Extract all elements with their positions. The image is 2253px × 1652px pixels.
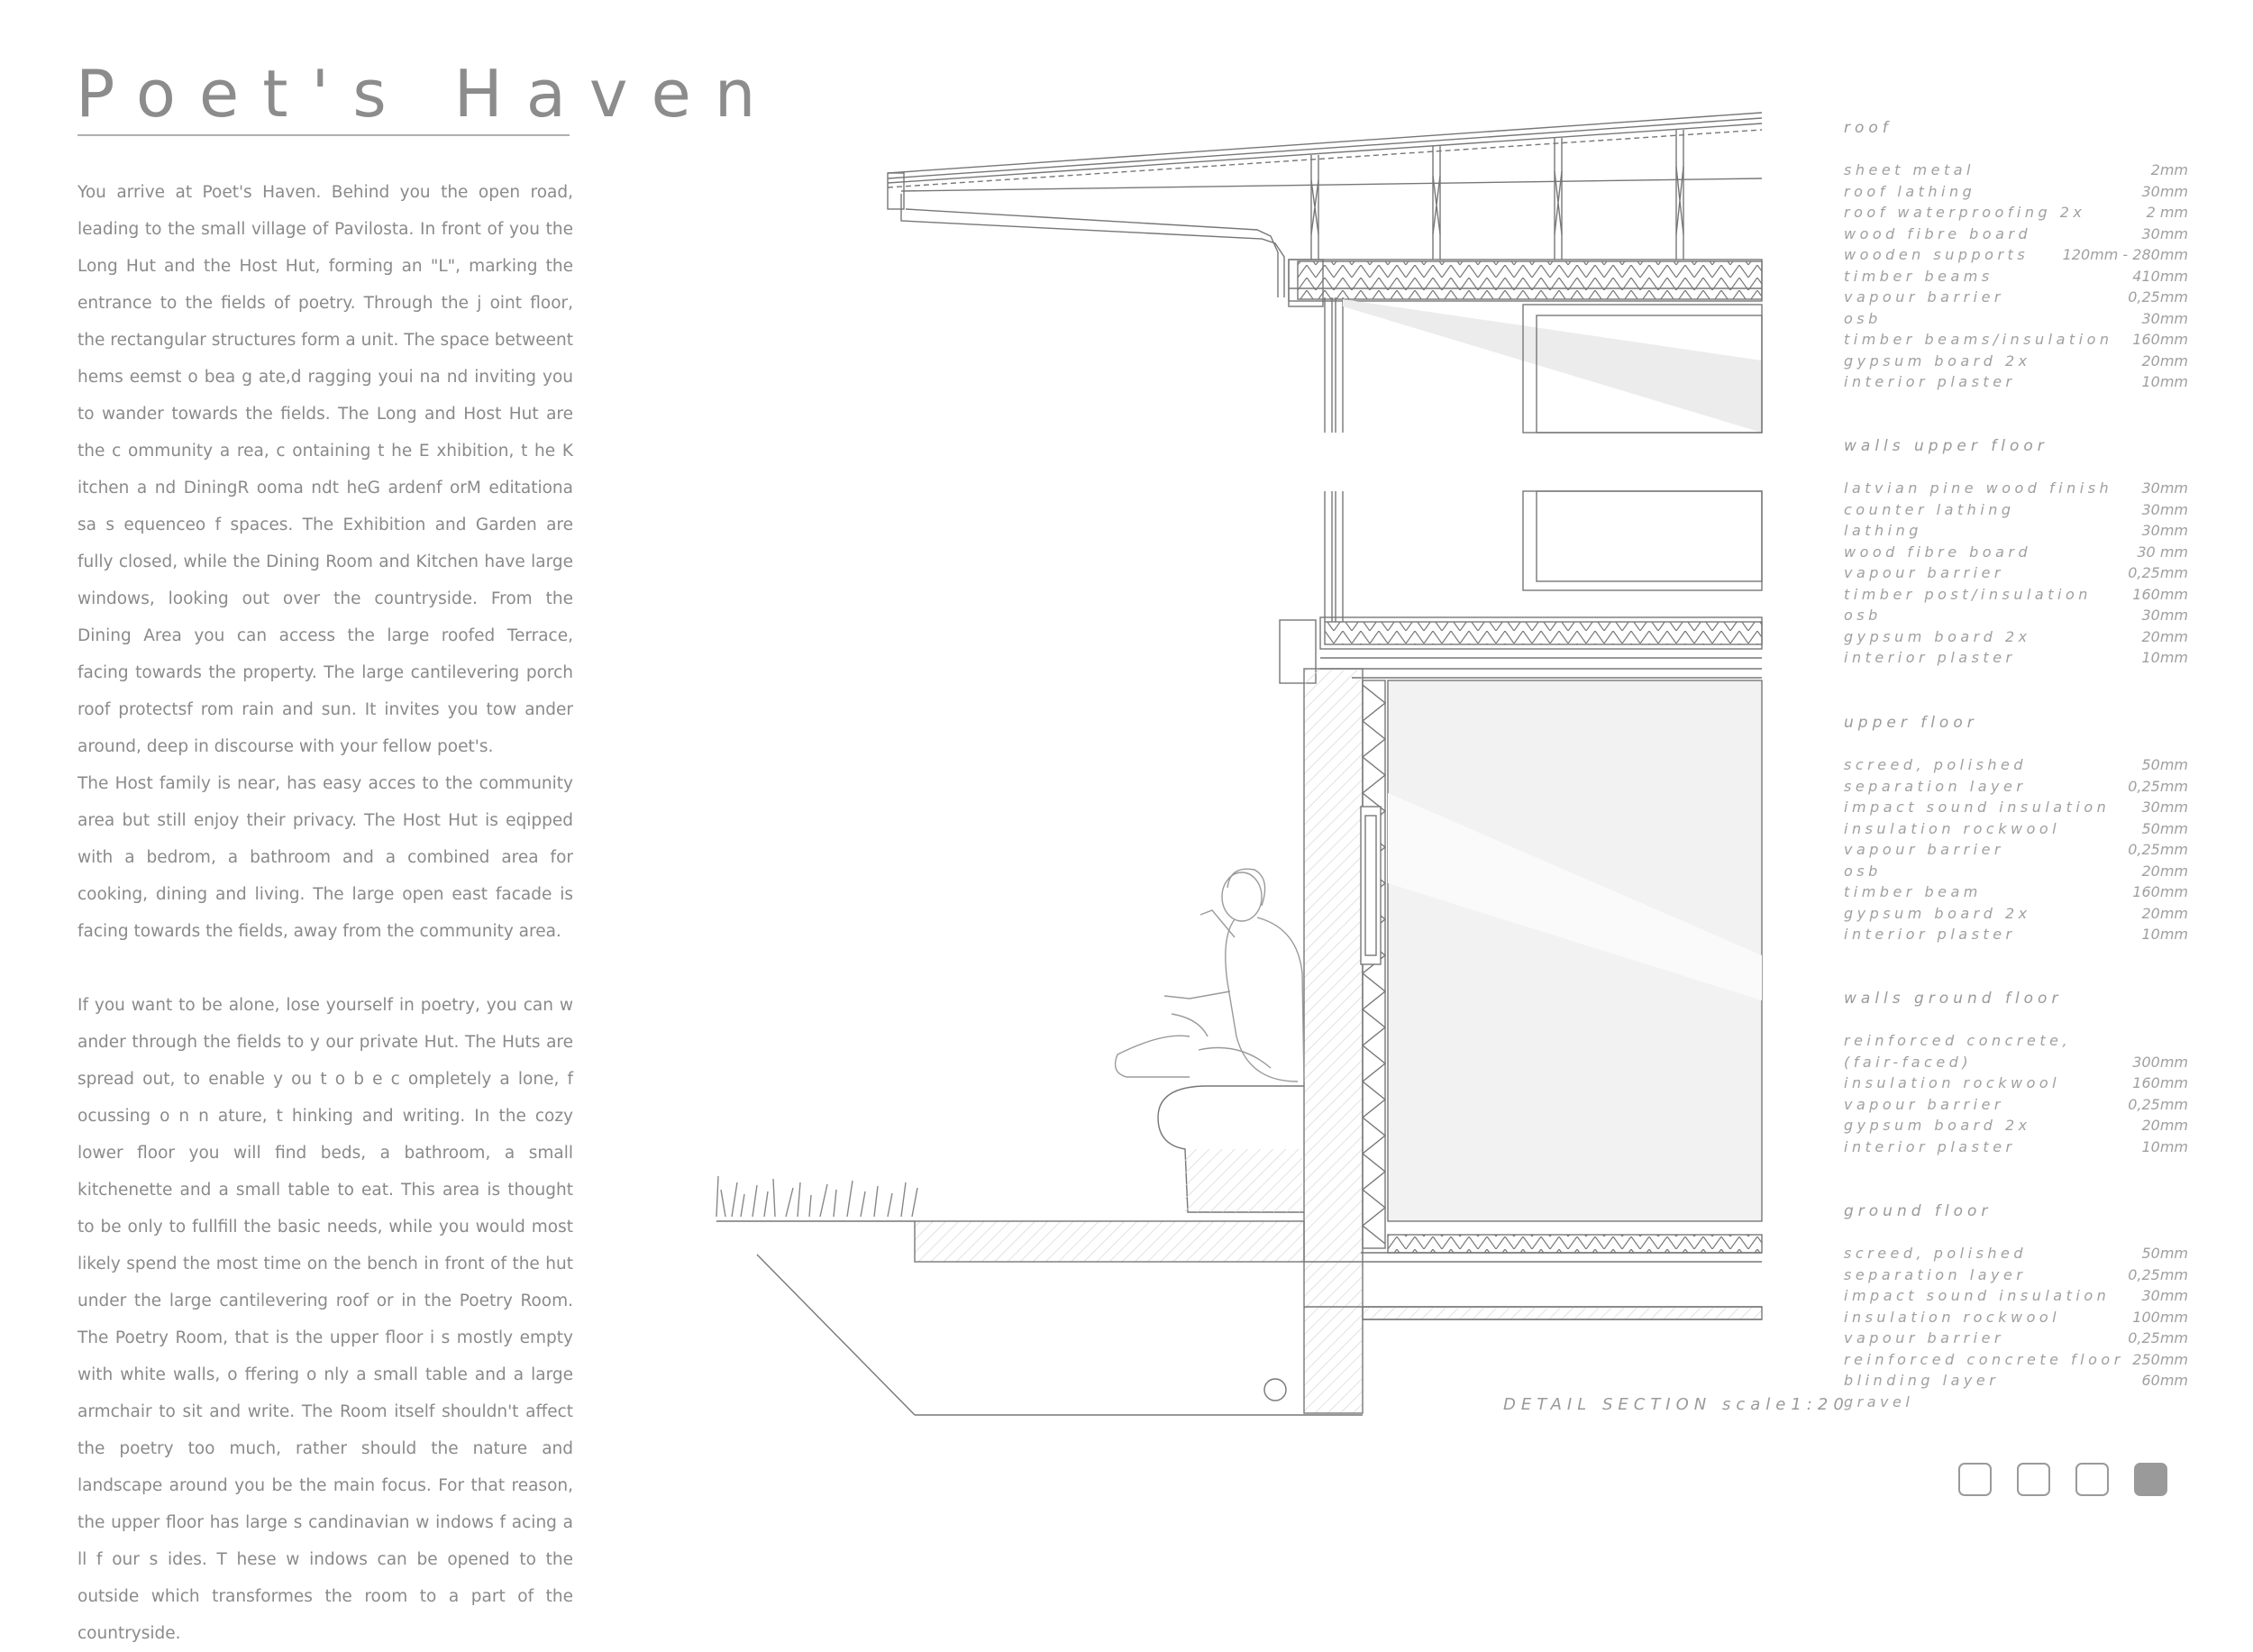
paragraph-private-hut: If you want to be alone, lose yourself in poetry, you can w ander through the fields to y our private Hut. The Huts are spread out, to enable y ou t o b e c ompletely a lone, f ocussing o n n ature, t hinking and writing. In the cozy lower floor you will find beds, a bathroom, a small kitchenette and a small table to eat. This area is thought to be only to fullfill the basic needs, while you would most likely spend the most time on the bench in front of the hut under the large cantilevering roof or in the Poetry Room. The Poetry Room, that is the upper floor i s mostly empty with white walls, o ffering o nly a small table and a large armchair to sit and write. The Room itself shouldn't affect the poetry too much, rather should the nature and landscape around you be the main focus. For that reason, the upper floor has large s candinavian w indows f acing a ll f our s ides. T hese w indows can be opened to the outside which transformes the room to a part of the countryside. (78, 996, 573, 1643)
spec-row (1844, 564, 2188, 586)
spec-name: gypsum board 2x (1844, 1117, 2031, 1134)
spec-name: gypsum board 2x (1844, 627, 2031, 645)
spec-name: impact sound insulation (1844, 799, 2111, 816)
drawing-caption: DETAIL SECTION scale1:20 (1503, 1395, 1849, 1414)
spec-group-title: walls ground floor (1844, 990, 2063, 1008)
spec-name: timber post/insulation (1844, 585, 2092, 603)
page-title: Poet's Haven (76, 56, 780, 132)
spec-row (1844, 883, 2188, 905)
spec-value: 60mm (2141, 1372, 2188, 1389)
spec-row (1844, 586, 2188, 607)
spec-name: latvian pine wood finish (1844, 479, 2113, 497)
upper-wall-lower (1280, 491, 1762, 683)
spec-value: 30mm (2141, 799, 2188, 816)
spec-value: 160mm (2132, 331, 2188, 348)
page-navigation (1958, 1463, 2167, 1496)
spec-row (1844, 373, 2188, 395)
spec-row (1844, 1096, 2188, 1118)
spec-row (1844, 1138, 2188, 1160)
spec-name: sheet metal (1844, 161, 1975, 178)
spec-row (1844, 799, 2188, 820)
description-text (78, 174, 573, 1652)
spec-name: gypsum board 2x (1844, 351, 2031, 370)
spec-name: screed, polished (1844, 1245, 2028, 1262)
page-3-button[interactable] (2075, 1463, 2109, 1496)
spec-value: 0,25mm (2128, 841, 2188, 858)
spec-value: 20mm (2141, 904, 2188, 922)
spec-name: (fair-faced) (1844, 1053, 1973, 1071)
spec-value: 50mm (2141, 819, 2188, 837)
spec-row (1844, 1287, 2188, 1309)
spec-name: interior plaster (1844, 649, 2016, 666)
spec-value: 20mm (2141, 862, 2188, 880)
spec-value: 2 mm (2146, 204, 2188, 221)
spec-name: separation layer (1844, 1265, 2027, 1283)
spec-value: 410mm (2132, 267, 2188, 285)
spec-value: 10mm (2141, 1137, 2188, 1155)
spec-value: 30mm (2141, 224, 2188, 242)
spec-name: separation layer (1844, 777, 2027, 795)
spec-value: 100mm (2132, 1308, 2188, 1326)
spec-row (1844, 204, 2188, 225)
spec-row (1844, 649, 2188, 671)
title-underline (78, 134, 570, 136)
spec-row (1844, 1032, 2188, 1054)
spec-name: interior plaster (1844, 1137, 2016, 1155)
spec-group-roof (1844, 119, 2188, 395)
page-2-button[interactable] (2017, 1463, 2050, 1496)
spec-name: timber beam (1844, 883, 1982, 900)
seated-person-figure (1116, 869, 1304, 1082)
spec-value: 10mm (2141, 373, 2188, 390)
spec-row (1844, 778, 2188, 799)
spec-value: 0,25mm (2128, 1265, 2188, 1283)
spec-row (1844, 543, 2188, 565)
spec-row (1844, 268, 2188, 289)
spec-value: 30mm (2141, 479, 2188, 497)
roof-supports (1311, 130, 1683, 260)
spec-group-title: roof (1844, 119, 1893, 137)
spec-value: 0,25mm (2128, 777, 2188, 795)
spec-row (1844, 756, 2188, 778)
spec-value: 30 mm (2137, 543, 2188, 561)
spec-row (1844, 1351, 2188, 1373)
spec-value: 300mm (2132, 1053, 2188, 1071)
spec-row (1844, 863, 2188, 884)
spec-row (1844, 1117, 2188, 1138)
spec-name: osb (1844, 309, 1882, 327)
spec-value: 30mm (2141, 1287, 2188, 1304)
spec-value: 10mm (2141, 926, 2188, 943)
spec-row (1844, 607, 2188, 628)
spec-row (1844, 183, 2188, 205)
spec-name: timber beams/insulation (1844, 331, 2113, 348)
spec-name: reinforced concrete, (1844, 1032, 2072, 1049)
spec-group-upper-floor (1844, 714, 2188, 947)
spec-group-walls-ground-floor (1844, 990, 2188, 1159)
spec-row (1844, 1329, 2188, 1351)
spec-row (1844, 1393, 2188, 1415)
paragraph-host: The Host family is near, has easy acces to the community area but still enjoy their privacy. The Host Hut is eqipped with a bedrom, a bathroom and a combined area for cooking, dining and living. The large open east facade is facing towards the fields, away from the community area. (78, 774, 573, 941)
spec-name: insulation rockwool (1844, 1308, 2061, 1326)
ground-wall (1304, 669, 1762, 1413)
roof-assembly (888, 113, 1762, 433)
spec-name: lathing (1844, 522, 1922, 539)
spec-name: vapour barrier (1844, 1095, 2005, 1113)
spec-name: gypsum board 2x (1844, 904, 2031, 922)
spec-value: 30mm (2141, 309, 2188, 327)
spec-row (1844, 1309, 2188, 1330)
spec-value: 20mm (2141, 1117, 2188, 1134)
spec-value: 30mm (2141, 522, 2188, 539)
spec-name: blinding layer (1844, 1372, 2000, 1389)
spec-value: 160mm (2132, 883, 2188, 900)
spec-group-title: upper floor (1844, 714, 1978, 732)
spec-name: gravel (1844, 1392, 1914, 1410)
spec-name: roof waterproofing 2x (1844, 204, 2086, 221)
spec-row (1844, 331, 2188, 352)
spec-name: screed, polished (1844, 756, 2028, 773)
bench-and-terrace (716, 1086, 1363, 1415)
spec-name: interior plaster (1844, 373, 2016, 390)
spec-name: counter lathing (1844, 500, 2015, 518)
spec-value: 2mm (2150, 161, 2188, 178)
spec-row (1844, 522, 2188, 543)
spec-row (1844, 352, 2188, 374)
spec-row (1844, 1054, 2188, 1075)
spec-row (1844, 288, 2188, 310)
spec-name: wood fibre board (1844, 543, 2032, 561)
spec-row (1844, 1266, 2188, 1288)
spec-value: 30mm (2141, 500, 2188, 518)
spec-value: 30mm (2141, 182, 2188, 200)
spec-row (1844, 479, 2188, 501)
spec-name: timber beams (1844, 267, 1993, 285)
spec-value: 120mm - 280mm (2062, 246, 2188, 263)
spec-row (1844, 161, 2188, 183)
spec-value: 160mm (2132, 1074, 2188, 1091)
spec-name: osb (1844, 607, 1882, 624)
page-4-button[interactable] (2134, 1463, 2167, 1496)
spec-name: osb (1844, 862, 1882, 880)
spec-row (1844, 1074, 2188, 1096)
spec-name: interior plaster (1844, 926, 2016, 943)
spec-value: 250mm (2132, 1350, 2188, 1368)
spec-row (1844, 820, 2188, 842)
spec-value: 160mm (2132, 585, 2188, 603)
spec-value: 0,25mm (2128, 288, 2188, 306)
spec-name: roof lathing (1844, 182, 1976, 200)
spec-row (1844, 501, 2188, 523)
spec-name: vapour barrier (1844, 564, 2005, 581)
spec-value: 30mm (2141, 607, 2188, 624)
spec-name: wooden supports (1844, 246, 2030, 263)
spec-name: impact sound insulation (1844, 1287, 2111, 1304)
spec-name: vapour barrier (1844, 1329, 2005, 1346)
spec-row (1844, 628, 2188, 650)
spec-row (1844, 926, 2188, 947)
detail-section-drawing (703, 99, 1784, 1433)
spec-name: insulation rockwool (1844, 819, 2061, 837)
spec-row (1844, 841, 2188, 863)
spec-name: vapour barrier (1844, 288, 2005, 306)
spec-name: vapour barrier (1844, 841, 2005, 858)
spec-row (1844, 1372, 2188, 1393)
spec-group-title: walls upper floor (1844, 437, 2048, 455)
spec-value: 0,25mm (2128, 1329, 2188, 1346)
spec-row (1844, 905, 2188, 926)
spec-value: 50mm (2141, 1245, 2188, 1262)
spec-value: 10mm (2141, 649, 2188, 666)
spec-group-title: ground floor (1844, 1202, 1993, 1220)
spec-value: 0,25mm (2128, 564, 2188, 581)
spec-name: reinforced concrete floor (1844, 1350, 2124, 1368)
spec-value: 50mm (2141, 756, 2188, 773)
spec-row (1844, 246, 2188, 268)
spec-row (1844, 1245, 2188, 1266)
page-1-button[interactable] (1958, 1463, 1992, 1496)
spec-group-walls-upper-floor (1844, 437, 2188, 671)
spec-value: 20mm (2141, 351, 2188, 370)
spec-name: insulation rockwool (1844, 1074, 2061, 1091)
spec-row (1844, 225, 2188, 247)
spec-name: wood fibre board (1844, 224, 2032, 242)
spec-value: 0,25mm (2128, 1095, 2188, 1113)
paragraph-arrival: You arrive at Poet's Haven. Behind you the open road, leading to the small village of Pavilosta. In front of you the Long Hut and the Host Hut, forming an "L", marking the entrance to the fields of poetry. Through the j oint floor, the rectangular structures form a unit. The space betweent hems eemst o bea g ate,d ragging youi na nd inviting you to wander towards the fields. The Long and Host Hut are the c ommunity a rea, c ontaining t he E xhibition, t he K itchen a nd DiningR ooma ndt heG ardenf orM editationa sa s equenceo f spaces. The Exhibition and Garden are fully closed, while the Dining Room and Kitchen have large windows, looking out over the countryside. From the Dining Area you can access the large roofed Terrace, facing towards the property. The large cantilevering porch roof protectsf rom rain and sun. It invites you tow ander around, deep in discourse with your fellow poet's. (78, 183, 573, 756)
spec-row (1844, 310, 2188, 332)
spec-value: 20mm (2141, 627, 2188, 645)
spec-group-ground-floor (1844, 1202, 2188, 1414)
